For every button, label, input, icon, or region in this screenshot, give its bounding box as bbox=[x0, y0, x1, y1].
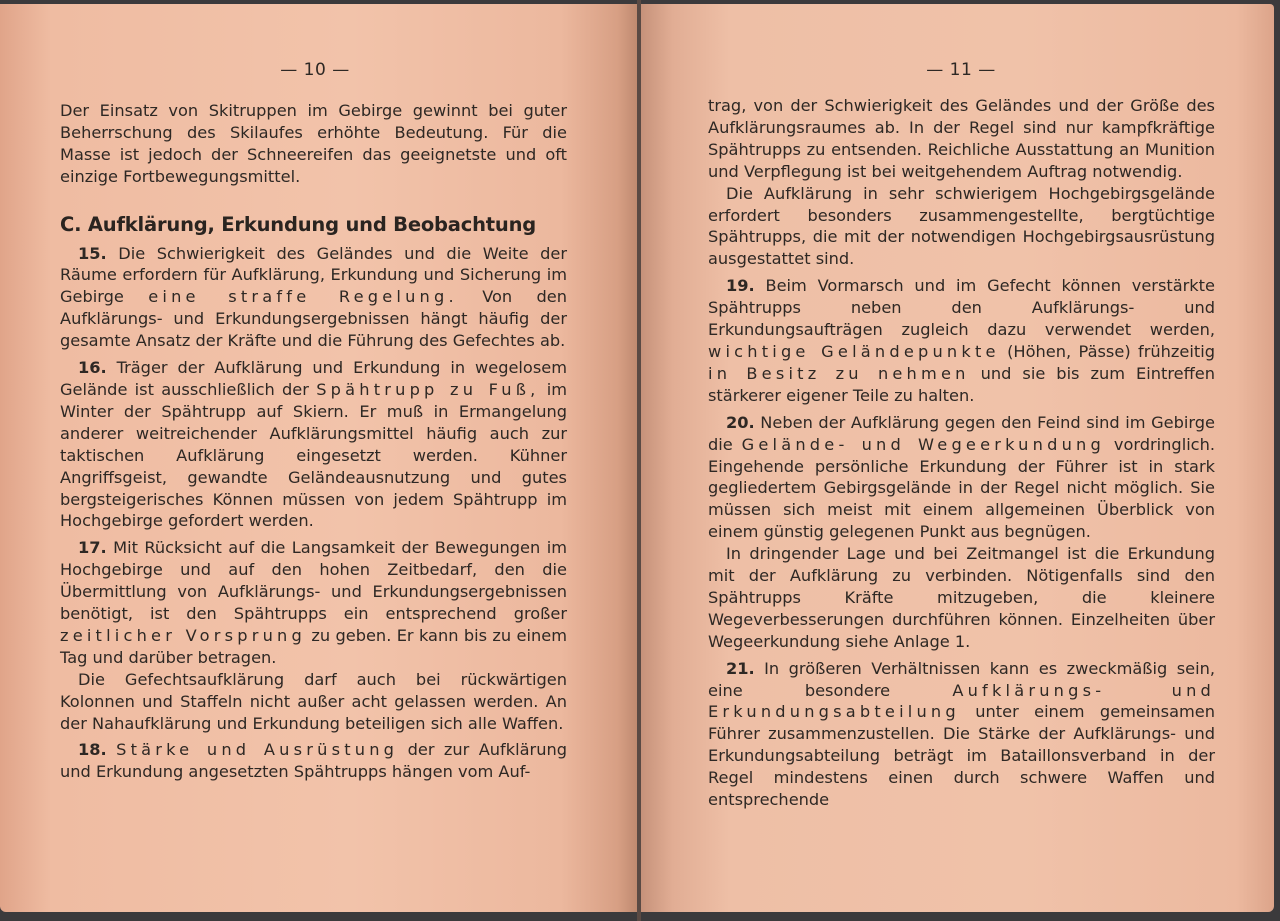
paragraph-20 bbox=[708, 412, 1215, 543]
paragraph-21 bbox=[708, 658, 1215, 811]
right-text-block bbox=[708, 95, 1215, 811]
section-heading: C. Aufklärung, Erkundung und Beobachtung bbox=[60, 212, 537, 236]
spaced-emphasis: Gelände- und Wegeerkundung bbox=[741, 434, 1105, 454]
intro-paragraph: Der Einsatz von Skitruppen im Gebirge gewinnt bei guter Beherrschung des Skilaufes erhöhte Bedeutung. Für die Masse ist jedoch der Schneereifen das geeignetste und oft einzige Fortbewegungsmittel. bbox=[60, 101, 567, 186]
paragraph-text: In größeren Verhältnissen kann es zweckmäßig sein, eine besondere bbox=[708, 658, 1215, 700]
left-text-block bbox=[60, 100, 567, 783]
spaced-emphasis: Spähtrupp zu Fuß, bbox=[316, 379, 540, 399]
paragraph-15 bbox=[60, 243, 567, 353]
paragraph-number: 20. bbox=[726, 412, 755, 432]
paragraph-text: Beim Vormarsch und im Gefecht können verstärkte Spähtrupps neben den Aufklärungs- und Erkundungsaufträgen zugleich dazu verwendet werden, bbox=[708, 276, 1215, 340]
paragraph-text: vordringlich. Eingehende persönliche Erkundung der Führer ist in stark gegliedertem Gebirgsgelände in der Regel nicht möglich. Sie müssen sich meist mit einem allgemeinen Überblick von einem günstig gelegenen Punkt aus begnügen. bbox=[708, 434, 1215, 542]
spaced-emphasis: eine straffe Regelung. bbox=[148, 287, 458, 307]
spaced-emphasis: in Besitz zu nehmen bbox=[708, 363, 970, 383]
paragraph-text: der zur Aufklärung und Erkundung angesetzten Spähtrupps hängen vom Auf- bbox=[60, 740, 567, 782]
paragraph-18-continued: Die Aufklärung in sehr schwierigem Hochgebirgsgelände erfordert besonders zusammengestellte, bergtüchtige Spähtrupps, die mit der notwendigen Hochgebirgsausrüstung ausgestattet sind. bbox=[708, 183, 1215, 269]
paragraph-19 bbox=[708, 275, 1215, 406]
paragraph-17-continued: Die Gefechtsaufklärung darf auch bei rückwärtigen Kolonnen und Staffeln nicht außer acht gelassen werden. An der Nahaufklärung und Erkundung beteiligen sich alle Waffen. bbox=[60, 669, 567, 733]
paragraph-18 bbox=[60, 739, 567, 783]
paragraph-number: 21. bbox=[726, 658, 755, 678]
paragraph-text: Von den Aufklärungs- und Erkundungsergebnissen hängt häufig der gesamte Ansatz der Kräfte und die Führung des Gefechtes ab. bbox=[60, 287, 567, 351]
paragraph-16 bbox=[60, 357, 567, 532]
paragraph-text: (Höhen, Pässe) frühzeitig bbox=[1007, 341, 1215, 361]
paragraph-number: 19. bbox=[726, 276, 755, 296]
paragraph-text: Mit Rücksicht auf die Langsamkeit der Bewegungen im Hochgebirge und auf den hohen Zeitbedarf, den die Übermittlung von Aufklärungs- und Erkundungsergebnissen benötigt, ist den Spähtrupps ein entsprechend großer bbox=[60, 538, 567, 624]
page-number: — 10 — bbox=[280, 60, 350, 80]
paragraph-text: und sie bis zum Eintreffen stärkerer eigener Teile zu halten. bbox=[708, 363, 1215, 405]
paragraph-text: Die Schwierigkeit des Geländes und die Weite der Räume erfordern für Aufklärung, Erkundung und Sicherung im Gebirge bbox=[60, 243, 567, 307]
paragraph-text: im Winter der Spähtrupp auf Skiern. Er muß in Ermangelung anderer weitreichender Aufklärungsmittel häufig auch zur taktischen Aufklärung eingesetzt werden. Kühner Angriffsgeist, gewandte Geländeausnutzung und gutes bergsteigerisches Können müssen von jedem Spähtrupp im Hochgebirge gefordert werden. bbox=[60, 379, 568, 531]
spaced-emphasis: zeitlicher Vorsprung bbox=[60, 625, 306, 645]
paragraph-17 bbox=[60, 537, 567, 668]
spaced-emphasis: Stärke und Ausrüstung bbox=[116, 740, 399, 760]
spaced-emphasis: wichtige Geländepunkte bbox=[708, 341, 1000, 361]
right-page bbox=[641, 4, 1274, 912]
paragraph-number: 15. bbox=[78, 243, 107, 263]
paragraph-text: unter einem gemeinsamen Führer zusammenzustellen. Die Stärke der Aufklärungs- und Erkundungsabteilung beträgt im Bataillonsverband in der Regel mindestens einen durch schwere Waffen und entsprechende bbox=[708, 702, 1215, 810]
left-page bbox=[0, 4, 637, 912]
page-number: — 11 — bbox=[926, 60, 996, 80]
paragraph-number: 17. bbox=[78, 538, 107, 558]
paragraph-number: 16. bbox=[78, 358, 107, 378]
spaced-emphasis: Aufklärungs- und Erkundungsabteilung bbox=[708, 680, 1215, 722]
paragraph-20-continued: In dringender Lage und bei Zeitmangel ist die Erkundung mit der Aufklärung zu verbinden. Nötigenfalls sind den Spähtrupps Kräfte mitzugeben, die kleinere Wegeverbesserungen durchführen können. Einzelheiten über Wegeerkundung siehe Anlage 1. bbox=[708, 544, 1215, 651]
paragraph-number: 18. bbox=[78, 740, 107, 760]
paragraph-text: zu geben. Er kann bis zu einem Tag und darüber betragen. bbox=[60, 625, 567, 667]
paragraph-text: Neben der Aufklärung gegen den Feind sind im Gebirge die bbox=[708, 412, 1215, 454]
paragraph-text: Träger der Aufklärung und Erkundung in wegelosem Gelände ist ausschließlich der bbox=[60, 358, 567, 399]
continued-paragraph: trag, von der Schwierigkeit des Geländes und der Größe des Aufklärungsraumes ab. In der Regel sind nur kampfkräftige Spähtrupps zu entsenden. Reichliche Ausstattung an Munition und Verpflegung ist bei weitgehendem Auftrag notwendig. bbox=[708, 96, 1215, 181]
